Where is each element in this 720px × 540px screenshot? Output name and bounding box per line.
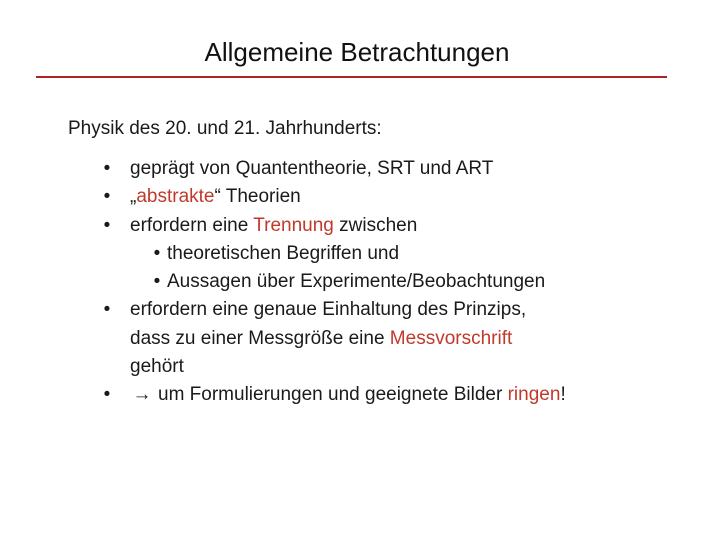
list-item <box>0 296 720 324</box>
bullet-text-rest: “ Theorien <box>214 186 301 208</box>
bullet-dot: • <box>103 214 111 236</box>
bullet-text-after: zwischen <box>333 214 418 236</box>
sub-list-item <box>0 240 720 268</box>
highlight-abstrakte: abstrakte <box>136 186 215 208</box>
list-item <box>0 212 720 240</box>
bullet-list <box>0 155 720 410</box>
sub-list-item <box>0 268 720 296</box>
bullet-text-before: um Formulierungen und geeignete Bilder <box>158 384 508 406</box>
slide-title: Allgemeine Betrachtungen <box>204 37 510 67</box>
sub-bullet-text: theoretischen Begriffen und <box>167 242 400 264</box>
highlight-messvorschrift: Messvorschrift <box>389 327 513 349</box>
bullet-text-after: ! <box>560 384 566 406</box>
bullet-dot: • <box>103 158 111 179</box>
bullet-text: geprägt von Quantentheorie, SRT und ART <box>130 158 494 179</box>
bullet-dot: • <box>103 186 111 208</box>
list-item <box>0 155 720 183</box>
bullet-text-line2 <box>130 325 512 353</box>
bullet-text <box>130 381 566 409</box>
sub-bullet-text: Aussagen über Experimente/Beobachtungen <box>167 271 546 293</box>
quote-open: „ <box>130 186 137 208</box>
highlight-trennung: Trennung <box>253 214 334 236</box>
list-item-continuation <box>0 353 720 381</box>
bullet-text-before: dass zu einer Messgröße eine <box>130 327 390 349</box>
highlight-ringen: ringen <box>507 384 561 406</box>
bullet-text <box>130 183 301 211</box>
bullet-text-before: erfordern eine <box>130 214 254 236</box>
sub-bullet-dot: • <box>153 242 161 264</box>
intro-text: Physik des 20. und 21. Jahrhunderts: <box>68 118 382 139</box>
right-arrow-icon: → <box>132 384 152 406</box>
bullet-text-line1: erfordern eine genaue Einhaltung des Prinzips, <box>130 299 527 321</box>
list-item-continuation <box>0 325 720 353</box>
sub-bullet-dot: • <box>153 271 161 293</box>
bullet-dot: • <box>103 299 111 321</box>
list-item <box>0 381 720 409</box>
bullet-text <box>130 212 417 240</box>
bullet-dot: • <box>103 384 111 406</box>
list-item <box>0 183 720 211</box>
title-divider <box>36 76 667 78</box>
bullet-text-line3: gehört <box>130 356 184 378</box>
